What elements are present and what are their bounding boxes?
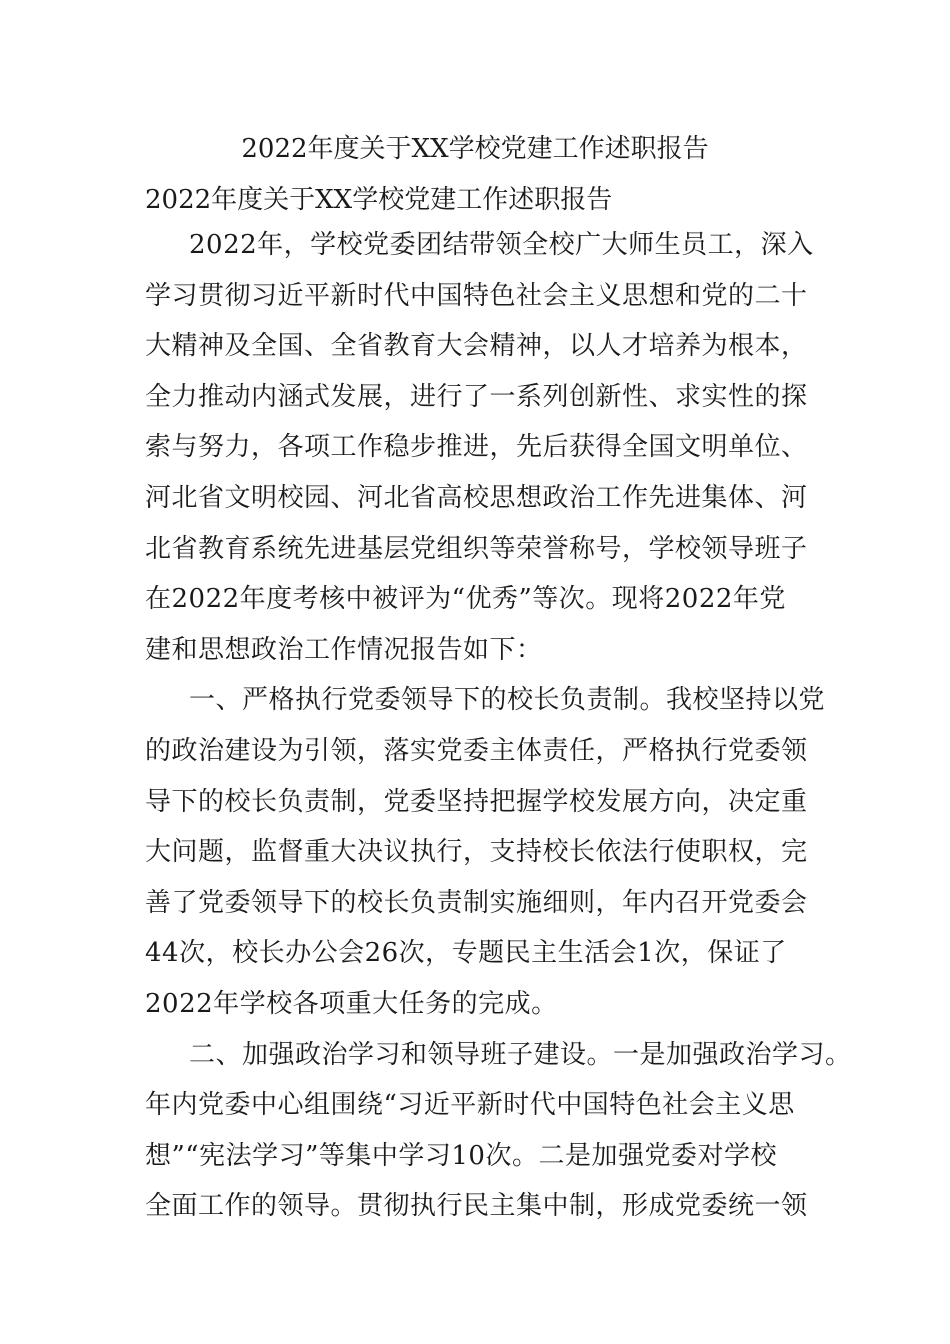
text-line: 大问题，监督重大决议执行，支持校长依法行使职权，完 bbox=[145, 837, 808, 868]
text-line: 学习贯彻习近平新时代中国特色社会主义思想和党的二十 bbox=[145, 280, 808, 311]
paragraph-section-one bbox=[145, 675, 826, 1029]
text-line: 全面工作的领导。贯彻执行民主集中制，形成党委统一领 bbox=[145, 1191, 808, 1222]
document-title: 2022年度关于XX学校党建工作述职报告 bbox=[241, 134, 709, 164]
text-line: 一、严格执行党委领导下的校长负责制。我校坚持以党 bbox=[189, 685, 826, 716]
text-line: 大精神及全国、全省教育大会精神，以人才培养为根本， bbox=[145, 331, 808, 362]
text-line: 二、加强政治学习和领导班子建设。一是加强政治学习。 bbox=[189, 1039, 852, 1070]
text-line: 2022年，学校党委团结带领全校广大师生员工，深入 bbox=[189, 230, 814, 260]
text-line: 索与努力，各项工作稳步推进，先后获得全国文明单位、 bbox=[145, 432, 808, 463]
document-body bbox=[145, 180, 852, 1232]
text-line: 导下的校长负责制，党委坚持把握学校发展方向，决定重 bbox=[145, 786, 808, 817]
text-line: 年内党委中心组围绕“习近平新时代中国特色社会主义思 bbox=[145, 1090, 795, 1121]
text-line: 的政治建设为引领，落实党委主体责任，严格执行党委领 bbox=[145, 735, 808, 766]
text-line: 建和思想政治工作情况报告如下： bbox=[145, 634, 543, 665]
document-subtitle: 2022年度关于XX学校党建工作述职报告 bbox=[145, 185, 613, 215]
text-line: 44次，校长办公会26次，专题民主生活会1次，保证了 bbox=[145, 938, 787, 969]
text-line: 北省教育系统先进基层党组织等荣誉称号，学校领导班子 bbox=[145, 533, 808, 564]
text-line: 在2022年度考核中被评为“优秀”等次。现将2022年党 bbox=[145, 584, 786, 615]
paragraph-intro bbox=[145, 220, 815, 675]
text-line: 河北省文明校园、河北省高校思想政治工作先进集体、河 bbox=[145, 482, 808, 513]
text-line: 善了党委领导下的校长负责制实施细则，年内召开党委会 bbox=[145, 887, 808, 918]
paragraph-section-two bbox=[145, 1030, 852, 1232]
text-line: 2022年学校各项重大任务的完成。 bbox=[145, 988, 558, 1019]
text-line: 全力推动内涵式发展，进行了一系列创新性、求实性的探 bbox=[145, 381, 808, 412]
text-line: 想”“宪法学习”等集中学习10次。二是加强党委对学校 bbox=[145, 1140, 777, 1171]
